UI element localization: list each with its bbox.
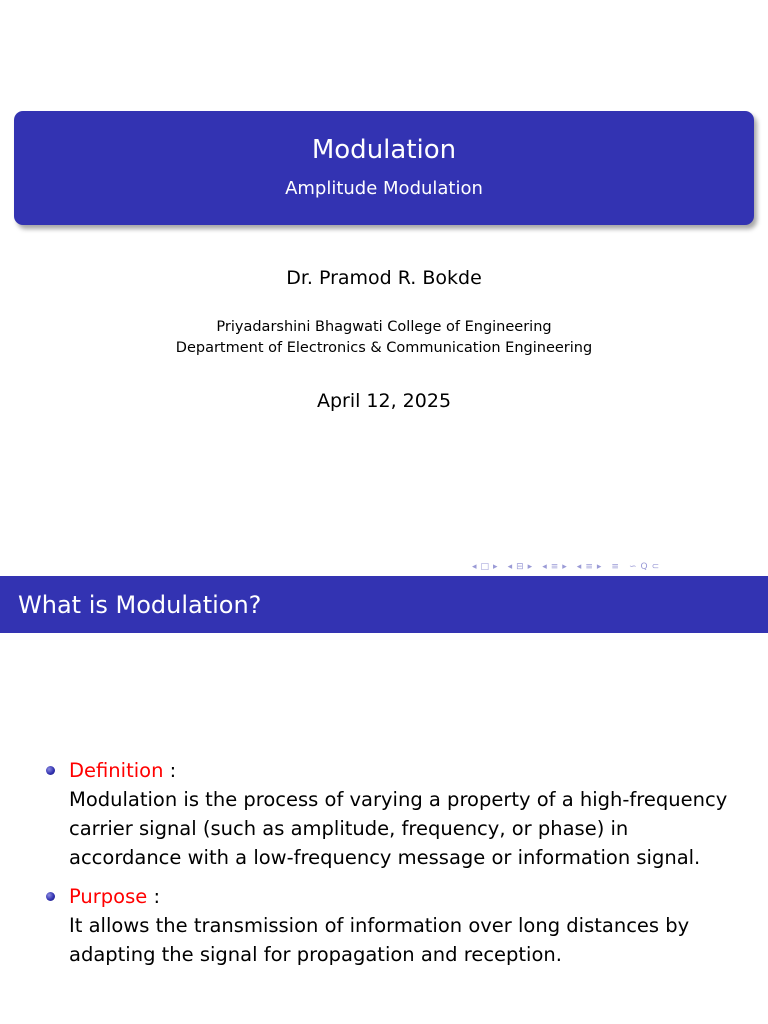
nav-frame-icon[interactable]: ⊟ bbox=[516, 562, 524, 572]
item-separator: : bbox=[163, 759, 177, 782]
nav-prev-section-icon[interactable]: ◂ bbox=[576, 562, 582, 572]
bullet-list bbox=[46, 756, 746, 979]
item-separator: : bbox=[147, 885, 161, 908]
presentation-title: Modulation bbox=[311, 135, 457, 165]
list-item bbox=[46, 756, 746, 872]
list-item bbox=[46, 882, 746, 969]
bullet-ball-icon bbox=[46, 892, 55, 901]
nav-next-slide-icon[interactable]: ▸ bbox=[493, 562, 498, 572]
nav-forward-icon[interactable]: ⊂ bbox=[651, 562, 660, 572]
nav-next-subsection-icon[interactable]: ▸ bbox=[562, 562, 567, 572]
presentation-subtitle: Amplitude Modulation bbox=[285, 178, 483, 199]
institute-line-1: Priyadarshini Bhagwati College of Engineering bbox=[216, 319, 552, 335]
nav-prev-subsection-icon[interactable]: ◂ bbox=[542, 562, 547, 572]
bullet-ball-icon bbox=[46, 766, 55, 775]
nav-prev-frame-icon[interactable]: ◂ bbox=[507, 562, 513, 572]
item-term: Definition bbox=[69, 759, 164, 782]
nav-next-section-icon[interactable]: ▸ bbox=[596, 562, 602, 572]
item-description: It allows the transmission of information over long distances by adapting the signal for propagation and reception. bbox=[69, 914, 690, 966]
nav-section-icon[interactable]: ≡ bbox=[585, 562, 593, 572]
nav-search-icon[interactable]: Q bbox=[640, 562, 648, 572]
frame-title: What is Modulation? bbox=[18, 591, 262, 619]
title-box bbox=[14, 111, 754, 225]
institute-line-2: Department of Electronics & Communication Engineering bbox=[175, 340, 593, 356]
frame-title-bar bbox=[0, 576, 768, 633]
nav-back-icon[interactable]: ∽ bbox=[628, 562, 637, 572]
navigation-symbols bbox=[472, 560, 663, 574]
item-term: Purpose bbox=[69, 885, 148, 908]
nav-next-frame-icon[interactable]: ▸ bbox=[527, 562, 533, 572]
content-slide bbox=[0, 576, 768, 1024]
item-description: Modulation is the process of varying a property of a high-frequency carrier signal (such as amplitude, frequency, or phase) in accordance with a low-frequency message or information signal. bbox=[69, 788, 728, 869]
nav-slide-icon[interactable]: □ bbox=[480, 562, 490, 572]
nav-prev-slide-icon[interactable]: ◂ bbox=[472, 562, 477, 572]
nav-document-icon[interactable]: ≡ bbox=[611, 562, 619, 572]
author-name: Dr. Pramod R. Bokde bbox=[286, 267, 482, 289]
nav-subsection-icon[interactable]: ≡ bbox=[550, 562, 559, 572]
presentation-date: April 12, 2025 bbox=[316, 390, 452, 412]
